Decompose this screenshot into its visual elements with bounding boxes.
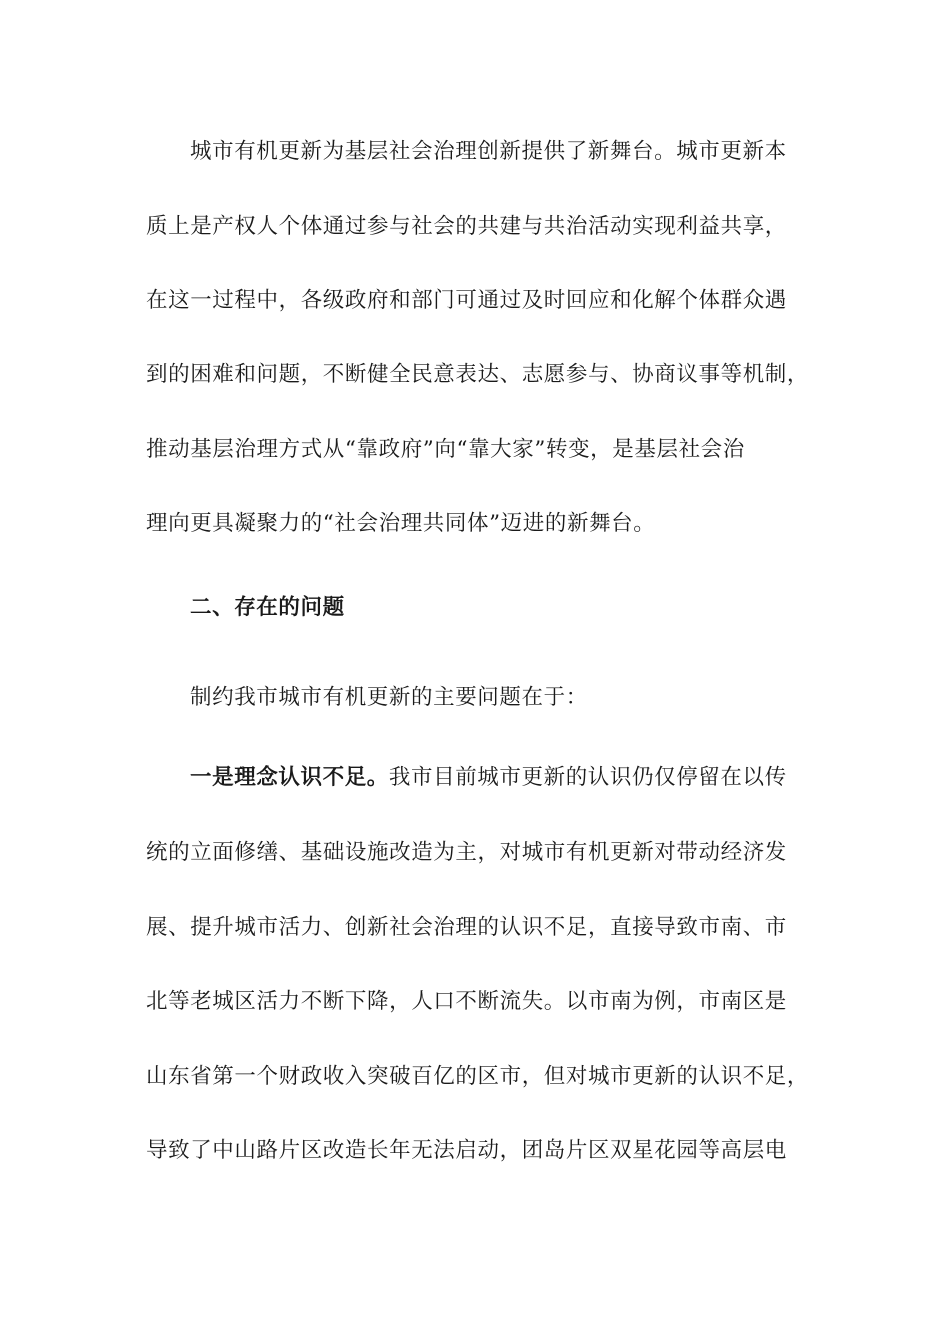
section-heading: 二、存在的问题 — [190, 595, 345, 620]
paragraph-3-line-5: 山东省第一个财政收入突破百亿的区市，但对城市更新的认识不足， — [146, 1064, 810, 1089]
paragraph-1-line-6: 理向更具凝聚力的“社会治理共同体”迈进的新舞台。 — [146, 511, 656, 536]
section-intro: 制约我市城市有机更新的主要问题在于： — [190, 685, 588, 710]
paragraph-3-line-1-rest: 我市目前城市更新的认识仍仅停留在以传 — [388, 765, 787, 790]
paragraph-3-line-6: 导致了中山路片区改造长年无法启动，团岛片区双星花园等高层电 — [146, 1138, 787, 1163]
paragraph-3-line-4: 北等老城区活力不断下降，人口不断流失。以市南为例，市南区是 — [146, 989, 787, 1014]
paragraph-1-line-5: 推动基层治理方式从“靠政府”向“靠大家”转变，是基层社会治 — [146, 437, 745, 462]
paragraph-1-line-1: 城市有机更新为基层社会治理创新提供了新舞台。城市更新本 — [190, 139, 787, 164]
paragraph-1-line-4: 到的困难和问题，不断健全民意表达、志愿参与、协商议事等机制， — [146, 362, 810, 387]
paragraph-1-line-2: 质上是产权人个体通过参与社会的共建与共治活动实现利益共享， — [146, 214, 787, 239]
paragraph-3-line-3: 展、提升城市活力、创新社会治理的认识不足，直接导致市南、市 — [146, 915, 787, 940]
paragraph-3-line-1 — [190, 763, 850, 793]
paragraph-3-line-2: 统的立面修缮、基础设施改造为主，对城市有机更新对带动经济发 — [146, 840, 787, 865]
paragraph-1-line-3: 在这一过程中，各级政府和部门可通过及时回应和化解个体群众遇 — [146, 288, 787, 313]
paragraph-3-lead: 一是理念认识不足。 — [190, 765, 389, 790]
